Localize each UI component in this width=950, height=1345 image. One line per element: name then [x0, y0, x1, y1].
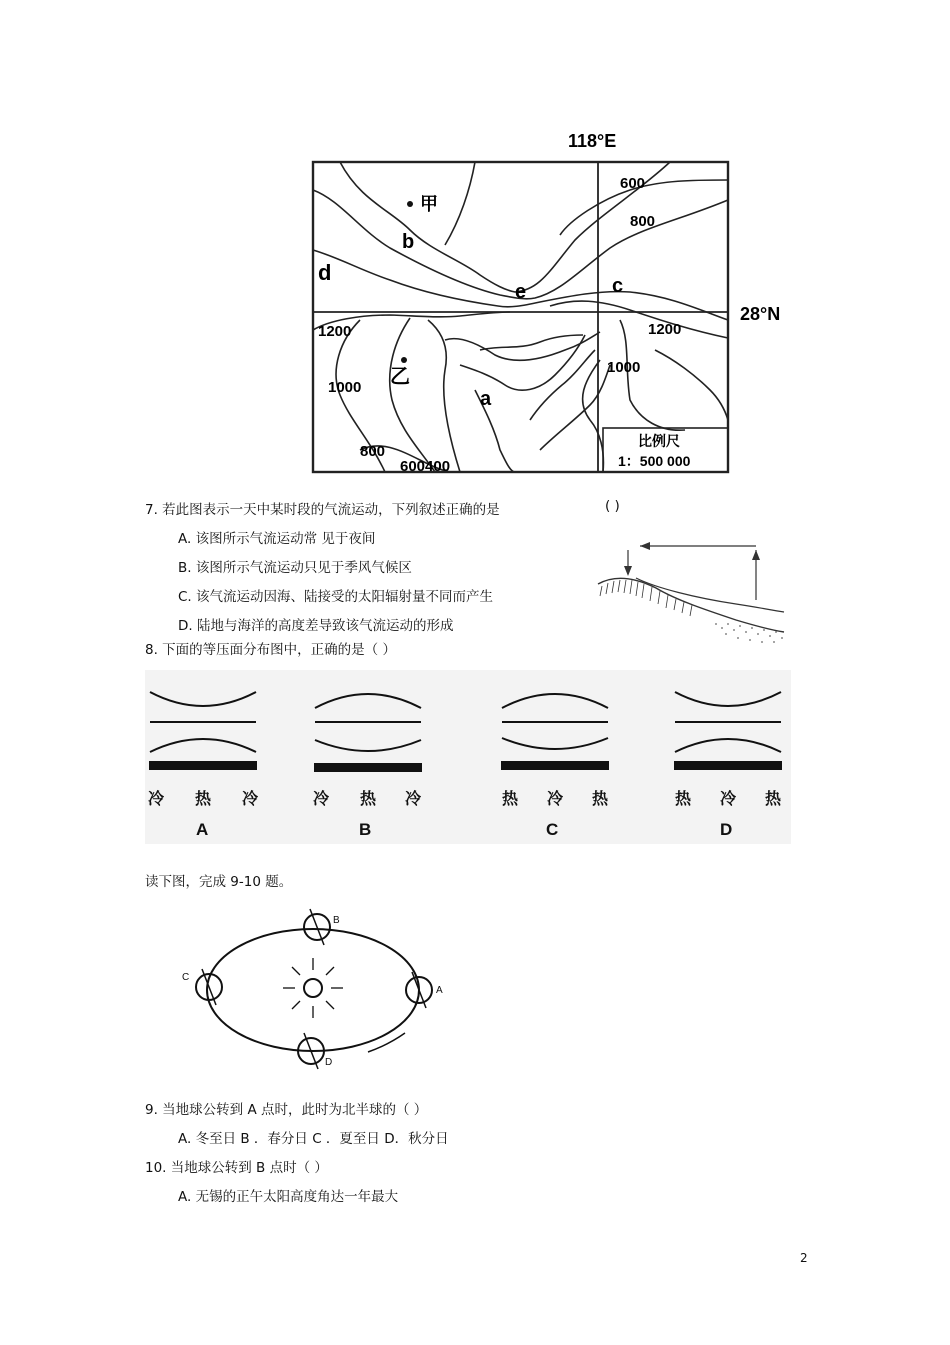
scale-value: 1：500 000: [618, 453, 691, 469]
q9-stem: 9. 当地球公转到 A 点时，此时为北半球的（ ）: [145, 1102, 428, 1118]
label-b: b: [402, 231, 415, 253]
orbit-diagram-svg: [180, 900, 450, 1085]
latitude-label: 28°N: [740, 304, 781, 324]
panel-b-mid-label: 热: [360, 791, 377, 808]
scale-title: 比例尺: [638, 433, 680, 449]
point-yi-marker: [401, 357, 407, 363]
label-e: e: [515, 281, 527, 303]
label-orbit-c: C: [182, 972, 190, 983]
label-orbit-d: D: [325, 1057, 333, 1068]
topographic-map-svg: [300, 120, 810, 485]
panel-a-letter: A: [196, 820, 209, 839]
panel-a-left-label: 冷: [148, 791, 165, 808]
label-c: c: [612, 275, 624, 297]
topographic-map: [300, 120, 810, 485]
q7-stem: 7. 若此图表示一天中某时段的气流运动，下列叙述正确的是: [145, 502, 500, 518]
longitude-label: 118°E: [568, 131, 617, 151]
contour-1200-left: 1200: [318, 323, 352, 340]
panel-d-left-label: 热: [675, 791, 692, 808]
contour-800-top: 800: [630, 213, 656, 230]
q10-option-a: A. 无锡的正午太阳高度角达一年最大: [178, 1189, 399, 1205]
q7-option-b: B. 该图所示气流运动只见于季风气候区: [178, 560, 412, 576]
panel-b-letter: B: [359, 820, 372, 839]
panel-c-left-label: 热: [502, 791, 519, 808]
label-orbit-b: B: [333, 915, 340, 926]
panel-c-right-label: 热: [592, 791, 609, 808]
sun: [304, 979, 322, 997]
orbit-diagram: [180, 900, 450, 1085]
isobar-panels: [145, 670, 791, 844]
label-orbit-a: A: [436, 985, 443, 996]
contour-1000-left: 1000: [328, 379, 362, 396]
panel-a-mid-label: 热: [195, 791, 212, 808]
q9-options: A. 冬至日 B ．春分日 C ．夏至日 D．秋分日: [178, 1131, 449, 1147]
intro-9-10: 读下图，完成 9-10 题。: [145, 874, 293, 890]
panel-a-right-label: 冷: [242, 791, 259, 808]
label-a: a: [480, 388, 492, 410]
panel-b-left-label: 冷: [313, 791, 330, 808]
panel-b-right-label: 冷: [405, 791, 422, 808]
q7-answer-paren: ( ): [605, 498, 620, 514]
panel-d-letter: D: [720, 820, 733, 839]
q8-stem: 8. 下面的等压面分布图中，正确的是（ ）: [145, 642, 396, 658]
point-jia-marker: [407, 201, 413, 207]
label-jia: 甲: [420, 194, 438, 214]
sea-land-breeze-diagram: [596, 538, 786, 648]
contour-600400: 600400: [400, 458, 451, 475]
revolution-direction-arrow: [368, 1033, 405, 1052]
panel-c-mid-label: 冷: [547, 791, 564, 808]
isobar-panels-svg: [145, 670, 791, 844]
label-yi: 乙: [390, 366, 410, 388]
q7-option-c: C. 该气流运动因海、陆接受的太阳辐射量不同而产生: [178, 589, 494, 605]
q7-option-a: A. 该图所示气流运动常 见于夜间: [178, 531, 376, 547]
q10-stem: 10. 当地球公转到 B 点时（ ）: [145, 1160, 328, 1176]
panel-c-letter: C: [546, 820, 559, 839]
panel-d-right-label: 热: [765, 791, 782, 808]
page-number: 2: [800, 1251, 808, 1265]
orbit-ellipse: [207, 929, 419, 1051]
contour-1200-right: 1200: [648, 321, 682, 338]
surface-flow-line: [636, 578, 784, 612]
label-d: d: [318, 260, 332, 285]
panel-d-mid-label: 冷: [720, 791, 737, 808]
contour-1000-right: 1000: [607, 359, 641, 376]
contour-600-top: 600: [620, 175, 646, 192]
q7-option-d: D. 陆地与海洋的高度差导致该气流运动的形成: [178, 618, 454, 634]
sea-land-breeze-svg: [596, 538, 786, 648]
contour-800-bottom: 800: [360, 443, 386, 460]
map-frame: [313, 162, 728, 472]
